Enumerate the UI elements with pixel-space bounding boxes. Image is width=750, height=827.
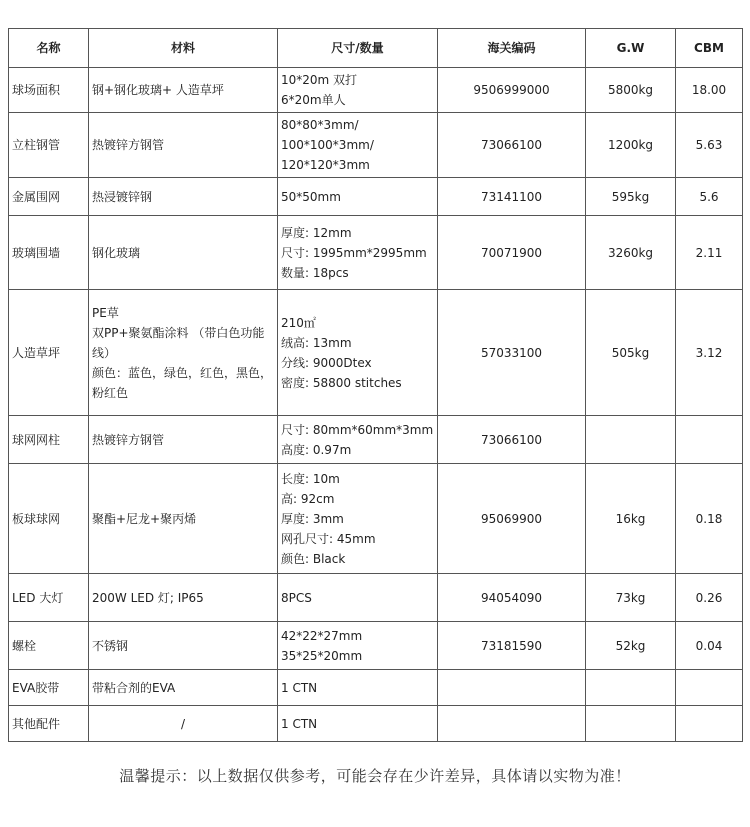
table-row: [9, 68, 743, 113]
cell-material: [89, 622, 278, 670]
disclaimer-note: 温馨提示：以上数据仅供参考，可能会存在少许差异，具体请以实物为准！: [119, 767, 631, 785]
cell-gw: 73kg: [586, 574, 676, 622]
cell-material: [89, 113, 278, 178]
cell-material: [89, 68, 278, 113]
cell-hs-code: [438, 670, 586, 706]
material-line: 不锈钢: [92, 638, 129, 653]
cell-size-qty: [278, 216, 438, 290]
cell-name: 螺栓: [9, 622, 89, 670]
header-row: [9, 29, 743, 68]
table-row: [9, 290, 743, 416]
cell-hs-code: 73066100: [438, 113, 586, 178]
material-line: 热镀锌方钢管: [92, 432, 165, 447]
table-row: [9, 416, 743, 464]
cell-name: EVA胶带: [9, 670, 89, 706]
size-line: 厚度: 12mm: [281, 225, 352, 240]
cell-size-qty: [278, 113, 438, 178]
cell-gw: [586, 706, 676, 742]
cell-material: [89, 670, 278, 706]
material-line: PE草: [92, 305, 119, 320]
cell-name: 玻璃围墙: [9, 216, 89, 290]
size-line: 高度: 0.97m: [281, 442, 352, 457]
cell-hs-code: 9506999000: [438, 68, 586, 113]
size-line: 长度: 10m: [281, 471, 340, 486]
cell-size-qty: [278, 622, 438, 670]
cell-size-qty: [278, 670, 438, 706]
header-cbm: CBM: [676, 29, 743, 68]
cell-cbm: [676, 706, 743, 742]
table-row: [9, 706, 743, 742]
table-row: [9, 216, 743, 290]
spec-table: [8, 28, 743, 742]
size-line: 80*80*3mm/: [281, 118, 359, 132]
cell-material: [89, 216, 278, 290]
table-row: [9, 464, 743, 574]
material-line: 热镀锌方钢管: [92, 138, 165, 152]
size-line: 厚度: 3mm: [281, 511, 344, 526]
cell-gw: 505kg: [586, 290, 676, 416]
size-line: 数量: 18pcs: [281, 265, 349, 280]
material-line: 热浸镀锌钢: [92, 189, 153, 204]
material-line: 颜色：蓝色，绿色，红色，黑色，粉红色: [92, 365, 273, 400]
size-line: 尺寸: 80mm*60mm*3mm: [281, 422, 434, 437]
size-line: 8PCS: [281, 590, 312, 605]
table-row: [9, 178, 743, 216]
cell-hs-code: 73066100: [438, 416, 586, 464]
cell-size-qty: [278, 68, 438, 113]
table-row: [9, 670, 743, 706]
cell-name: 其他配件: [9, 706, 89, 742]
size-line: 6*20m单人: [281, 93, 346, 107]
cell-gw: 52kg: [586, 622, 676, 670]
cell-name: LED 大灯: [9, 574, 89, 622]
cell-cbm: 2.11: [676, 216, 743, 290]
cell-material: [89, 464, 278, 574]
cell-cbm: 0.26: [676, 574, 743, 622]
cell-gw: [586, 670, 676, 706]
cell-material: [89, 574, 278, 622]
size-line: 绒高: 13mm: [281, 335, 352, 350]
size-line: 10*20m 双打: [281, 73, 358, 87]
cell-size-qty: [278, 706, 438, 742]
header-name: 名称: [9, 29, 89, 68]
cell-hs-code: 73141100: [438, 178, 586, 216]
size-line: 210㎡: [281, 315, 316, 330]
size-line: 1 CTN: [281, 680, 318, 695]
size-line: 120*120*3mm: [281, 158, 370, 172]
cell-cbm: 5.63: [676, 113, 743, 178]
cell-material: [89, 290, 278, 416]
cell-cbm: 0.04: [676, 622, 743, 670]
material-line: /: [180, 716, 186, 731]
size-line: 50*50mm: [281, 189, 341, 204]
cell-size-qty: [278, 178, 438, 216]
cell-cbm: [676, 416, 743, 464]
cell-name: 人造草坪: [9, 290, 89, 416]
size-line: 密度: 58800 stitches: [281, 375, 402, 390]
size-line: 42*22*27mm: [281, 628, 363, 643]
cell-material: [89, 178, 278, 216]
size-line: 网孔尺寸: 45mm: [281, 531, 376, 546]
cell-gw: 16kg: [586, 464, 676, 574]
cell-name: 金属围网: [9, 178, 89, 216]
cell-hs-code: 73181590: [438, 622, 586, 670]
cell-name: 球场面积: [9, 68, 89, 113]
cell-material: [89, 416, 278, 464]
size-line: 100*100*3mm/: [281, 138, 374, 152]
table-row: [9, 574, 743, 622]
cell-hs-code: [438, 706, 586, 742]
table-row: [9, 113, 743, 178]
cell-cbm: 18.00: [676, 68, 743, 113]
material-line: 带粘合剂的EVA: [92, 680, 176, 695]
size-line: 分线: 9000Dtex: [281, 355, 372, 370]
cell-size-qty: [278, 574, 438, 622]
cell-gw: 1200kg: [586, 113, 676, 178]
cell-size-qty: [278, 464, 438, 574]
cell-cbm: [676, 670, 743, 706]
size-line: 尺寸: 1995mm*2995mm: [281, 245, 427, 260]
cell-hs-code: 95069900: [438, 464, 586, 574]
cell-hs-code: 70071900: [438, 216, 586, 290]
material-line: 聚酯+尼龙+聚丙烯: [92, 511, 197, 526]
cell-cbm: 5.6: [676, 178, 743, 216]
size-line: 35*25*20mm: [281, 648, 363, 663]
cell-gw: 3260kg: [586, 216, 676, 290]
cell-gw: 5800kg: [586, 68, 676, 113]
header-gw: G.W: [586, 29, 676, 68]
cell-hs-code: 57033100: [438, 290, 586, 416]
cell-name: 板球球网: [9, 464, 89, 574]
header-material: 材料: [89, 29, 278, 68]
material-line: 200W LED 灯; IP65: [92, 590, 204, 605]
cell-size-qty: [278, 416, 438, 464]
size-line: 高: 92cm: [281, 491, 335, 506]
table-body: [9, 68, 743, 742]
header-size-qty: 尺寸/数量: [278, 29, 438, 68]
cell-size-qty: [278, 290, 438, 416]
material-line: 双PP+聚氨酯涂料 （带白色功能线）: [92, 325, 265, 360]
cell-gw: 595kg: [586, 178, 676, 216]
cell-gw: [586, 416, 676, 464]
cell-hs-code: 94054090: [438, 574, 586, 622]
material-line: 钢化玻璃: [92, 245, 141, 260]
size-line: 颜色: Black: [281, 551, 346, 566]
cell-name: 球网网柱: [9, 416, 89, 464]
size-line: 1 CTN: [281, 716, 318, 731]
cell-cbm: 0.18: [676, 464, 743, 574]
table-row: [9, 622, 743, 670]
cell-material: [89, 706, 278, 742]
cell-cbm: 3.12: [676, 290, 743, 416]
header-hs-code: 海关编码: [438, 29, 586, 68]
material-line: 钢+钢化玻璃+ 人造草坪: [92, 83, 224, 97]
cell-name: 立柱钢管: [9, 113, 89, 178]
